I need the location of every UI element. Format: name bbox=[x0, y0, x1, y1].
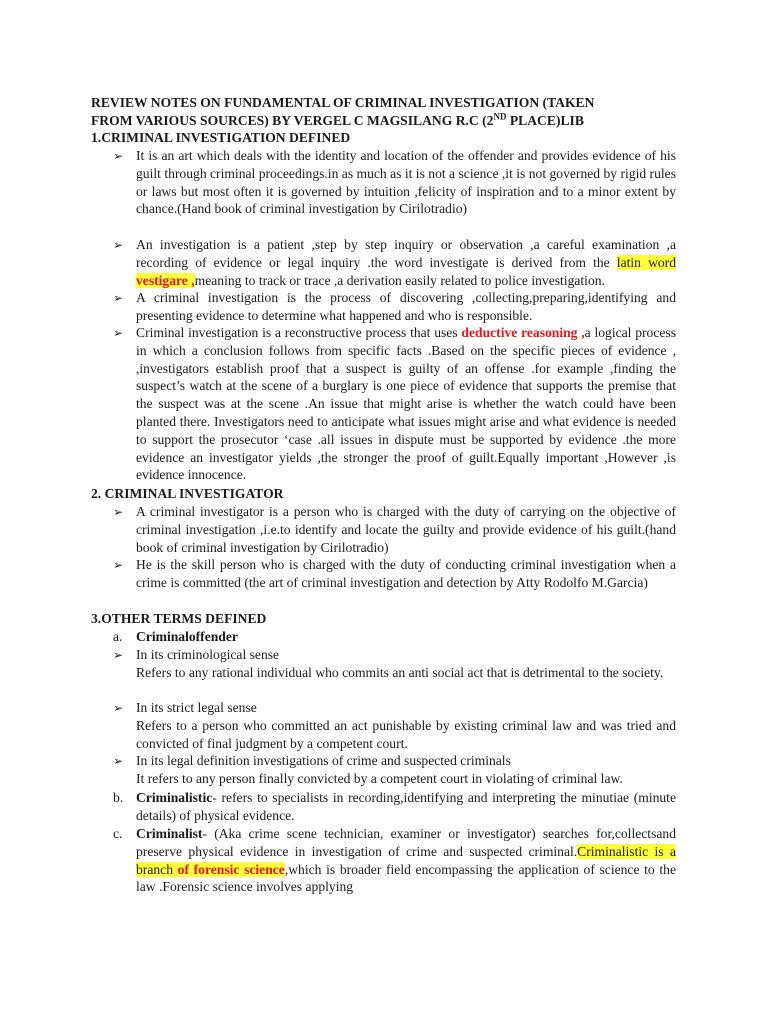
definition-text: Refers to a person who committed an act punishable by existing criminal law and was tried and convicted of final judgment by a competent court. bbox=[136, 717, 676, 751]
bullet-arrow-icon: ➢ bbox=[113, 558, 124, 572]
section-1-bullet-4 bbox=[136, 324, 676, 484]
bullet-arrow-icon: ➢ bbox=[113, 505, 124, 519]
title-line-2-end: PLACE)LIB bbox=[506, 112, 584, 128]
highlighted-red-text: vestigare , bbox=[136, 272, 195, 288]
sub-heading: In its strict legal sense bbox=[136, 700, 257, 715]
bullet-arrow-icon: ➢ bbox=[113, 238, 124, 252]
bullet-arrow-icon: ➢ bbox=[113, 291, 124, 305]
list-letter: a. bbox=[113, 629, 123, 644]
bullet-arrow-icon: ➢ bbox=[113, 149, 124, 163]
term-criminalist bbox=[136, 825, 676, 896]
strict-legal-sense bbox=[136, 699, 676, 752]
highlighted-text: latin word bbox=[616, 254, 677, 270]
list-letter: c. bbox=[113, 826, 123, 841]
bullet-text: meaning to track or trace ,a derivation easily related to police investigation. bbox=[194, 272, 605, 288]
definition-text: - refers to specialists in recording,identifying and interpreting the minutiae (minute details) of physical evidence. bbox=[136, 790, 676, 823]
red-bold-text: deductive reasoning , bbox=[461, 325, 585, 340]
term-label: Criminalistic bbox=[136, 790, 213, 805]
definition-text: Refers to any rational individual who commits an anti social act that is detrimental to the society. bbox=[136, 664, 664, 680]
term-label: Criminalist bbox=[136, 826, 203, 841]
section-3-heading: 3.OTHER TERMS DEFINED bbox=[91, 611, 267, 626]
document-title bbox=[91, 94, 731, 130]
highlighted-red-text: of forensic science bbox=[177, 861, 285, 877]
section-2-bullet-2: He is the skill person who is charged with the duty of conducting criminal investigation when a crime is committed (the art of criminal investigation and detection by Atty Rodolfo M.Garcia) bbox=[136, 557, 676, 590]
bullet-arrow-icon: ➢ bbox=[113, 326, 124, 340]
section-2-heading: 2. CRIMINAL INVESTIGATOR bbox=[91, 486, 284, 501]
criminological-sense bbox=[136, 646, 676, 682]
section-1-bullet-1: It is an art which deals with the identity and location of the offender and provides evidence of his guilt through criminal proceedings.in as much as it is not a science ,it is not governed by rigid rules or laws but most often it is governed by intuition ,felicity of inspiration and to a minor extent by chance.(Hand book of criminal investigation by Cirilotradio) bbox=[136, 148, 676, 217]
legal-definition bbox=[136, 752, 676, 788]
section-1-heading: 1.CRIMINAL INVESTIGATION DEFINED bbox=[91, 130, 351, 145]
definition-text: - (Aka crime scene technician, examiner or investigator) searches for,collectsand preserve physical evidence in investigation of crime and suspected criminal. bbox=[136, 826, 676, 859]
bullet-text: a logical process in which a conclusion follows from specific facts .Based on the specific pieces of evidence , ,investigators establish proof that a suspect is guilty of an offense .for example ,finding the suspect’s watch at the scene of a burglary is one piece of evidence that supports the premise that the suspect was at the scene .An issue that might arise is whether the watch could have been planted there. Investigators need to anticipate what issues might arise and what evidence is needed to support the prosecutor ‘case .all issues in dispute must be supported by evidence .the more evidence an investigator yields ,the stronger the proof of guilt.Equally important ,However ,is evidence innocence. bbox=[136, 325, 676, 483]
section-2-bullet-1: A criminal investigator is a person who is charged with the duty of carrying on the objective of criminal investigation ,i.e.to identify and locate the guilty and provide evidence of his guilt.(hand book of criminal investigation by Cirilotradio) bbox=[136, 504, 676, 555]
bullet-text: Criminal investigation is a reconstructive process that uses bbox=[136, 325, 462, 340]
bullet-text: An investigation is a patient ,step by step inquiry or observation ,a careful examination ,a recording of evidence or legal inquiry .the word investigate is derived from the bbox=[136, 237, 676, 270]
definition-text: It refers to any person finally convicted by a competent court in violating of criminal law. bbox=[136, 770, 623, 786]
bullet-arrow-icon: ➢ bbox=[113, 701, 124, 715]
sub-heading: In its criminological sense bbox=[136, 647, 280, 662]
term-criminalistic bbox=[136, 789, 676, 825]
bullet-arrow-icon: ➢ bbox=[113, 648, 124, 662]
section-1-bullet-3: A criminal investigation is the process of discovering ,collecting,preparing,identifying and presenting evidence to determine what happened and who is responsible. bbox=[136, 290, 676, 323]
highlighted-text: Criminalistic is a branch bbox=[136, 843, 676, 877]
term-criminal-offender: Criminaloffender bbox=[136, 629, 238, 644]
list-letter: b. bbox=[113, 790, 124, 805]
title-superscript: ND bbox=[493, 111, 507, 122]
section-1-bullet-2 bbox=[136, 236, 676, 289]
sub-heading: In its legal definition investigations of crime and suspected criminals bbox=[136, 753, 511, 768]
bullet-arrow-icon: ➢ bbox=[113, 754, 124, 768]
definition-text: ,which is broader field encompassing the application of science to the law .Forensic science involves applying bbox=[136, 861, 676, 895]
title-line-1: REVIEW NOTES ON FUNDAMENTAL OF CRIMINAL INVESTIGATION (TAKEN bbox=[91, 95, 595, 110]
title-line-2: FROM VARIOUS SOURCES) BY VERGEL C MAGSILANG R.C (2 bbox=[91, 112, 494, 128]
